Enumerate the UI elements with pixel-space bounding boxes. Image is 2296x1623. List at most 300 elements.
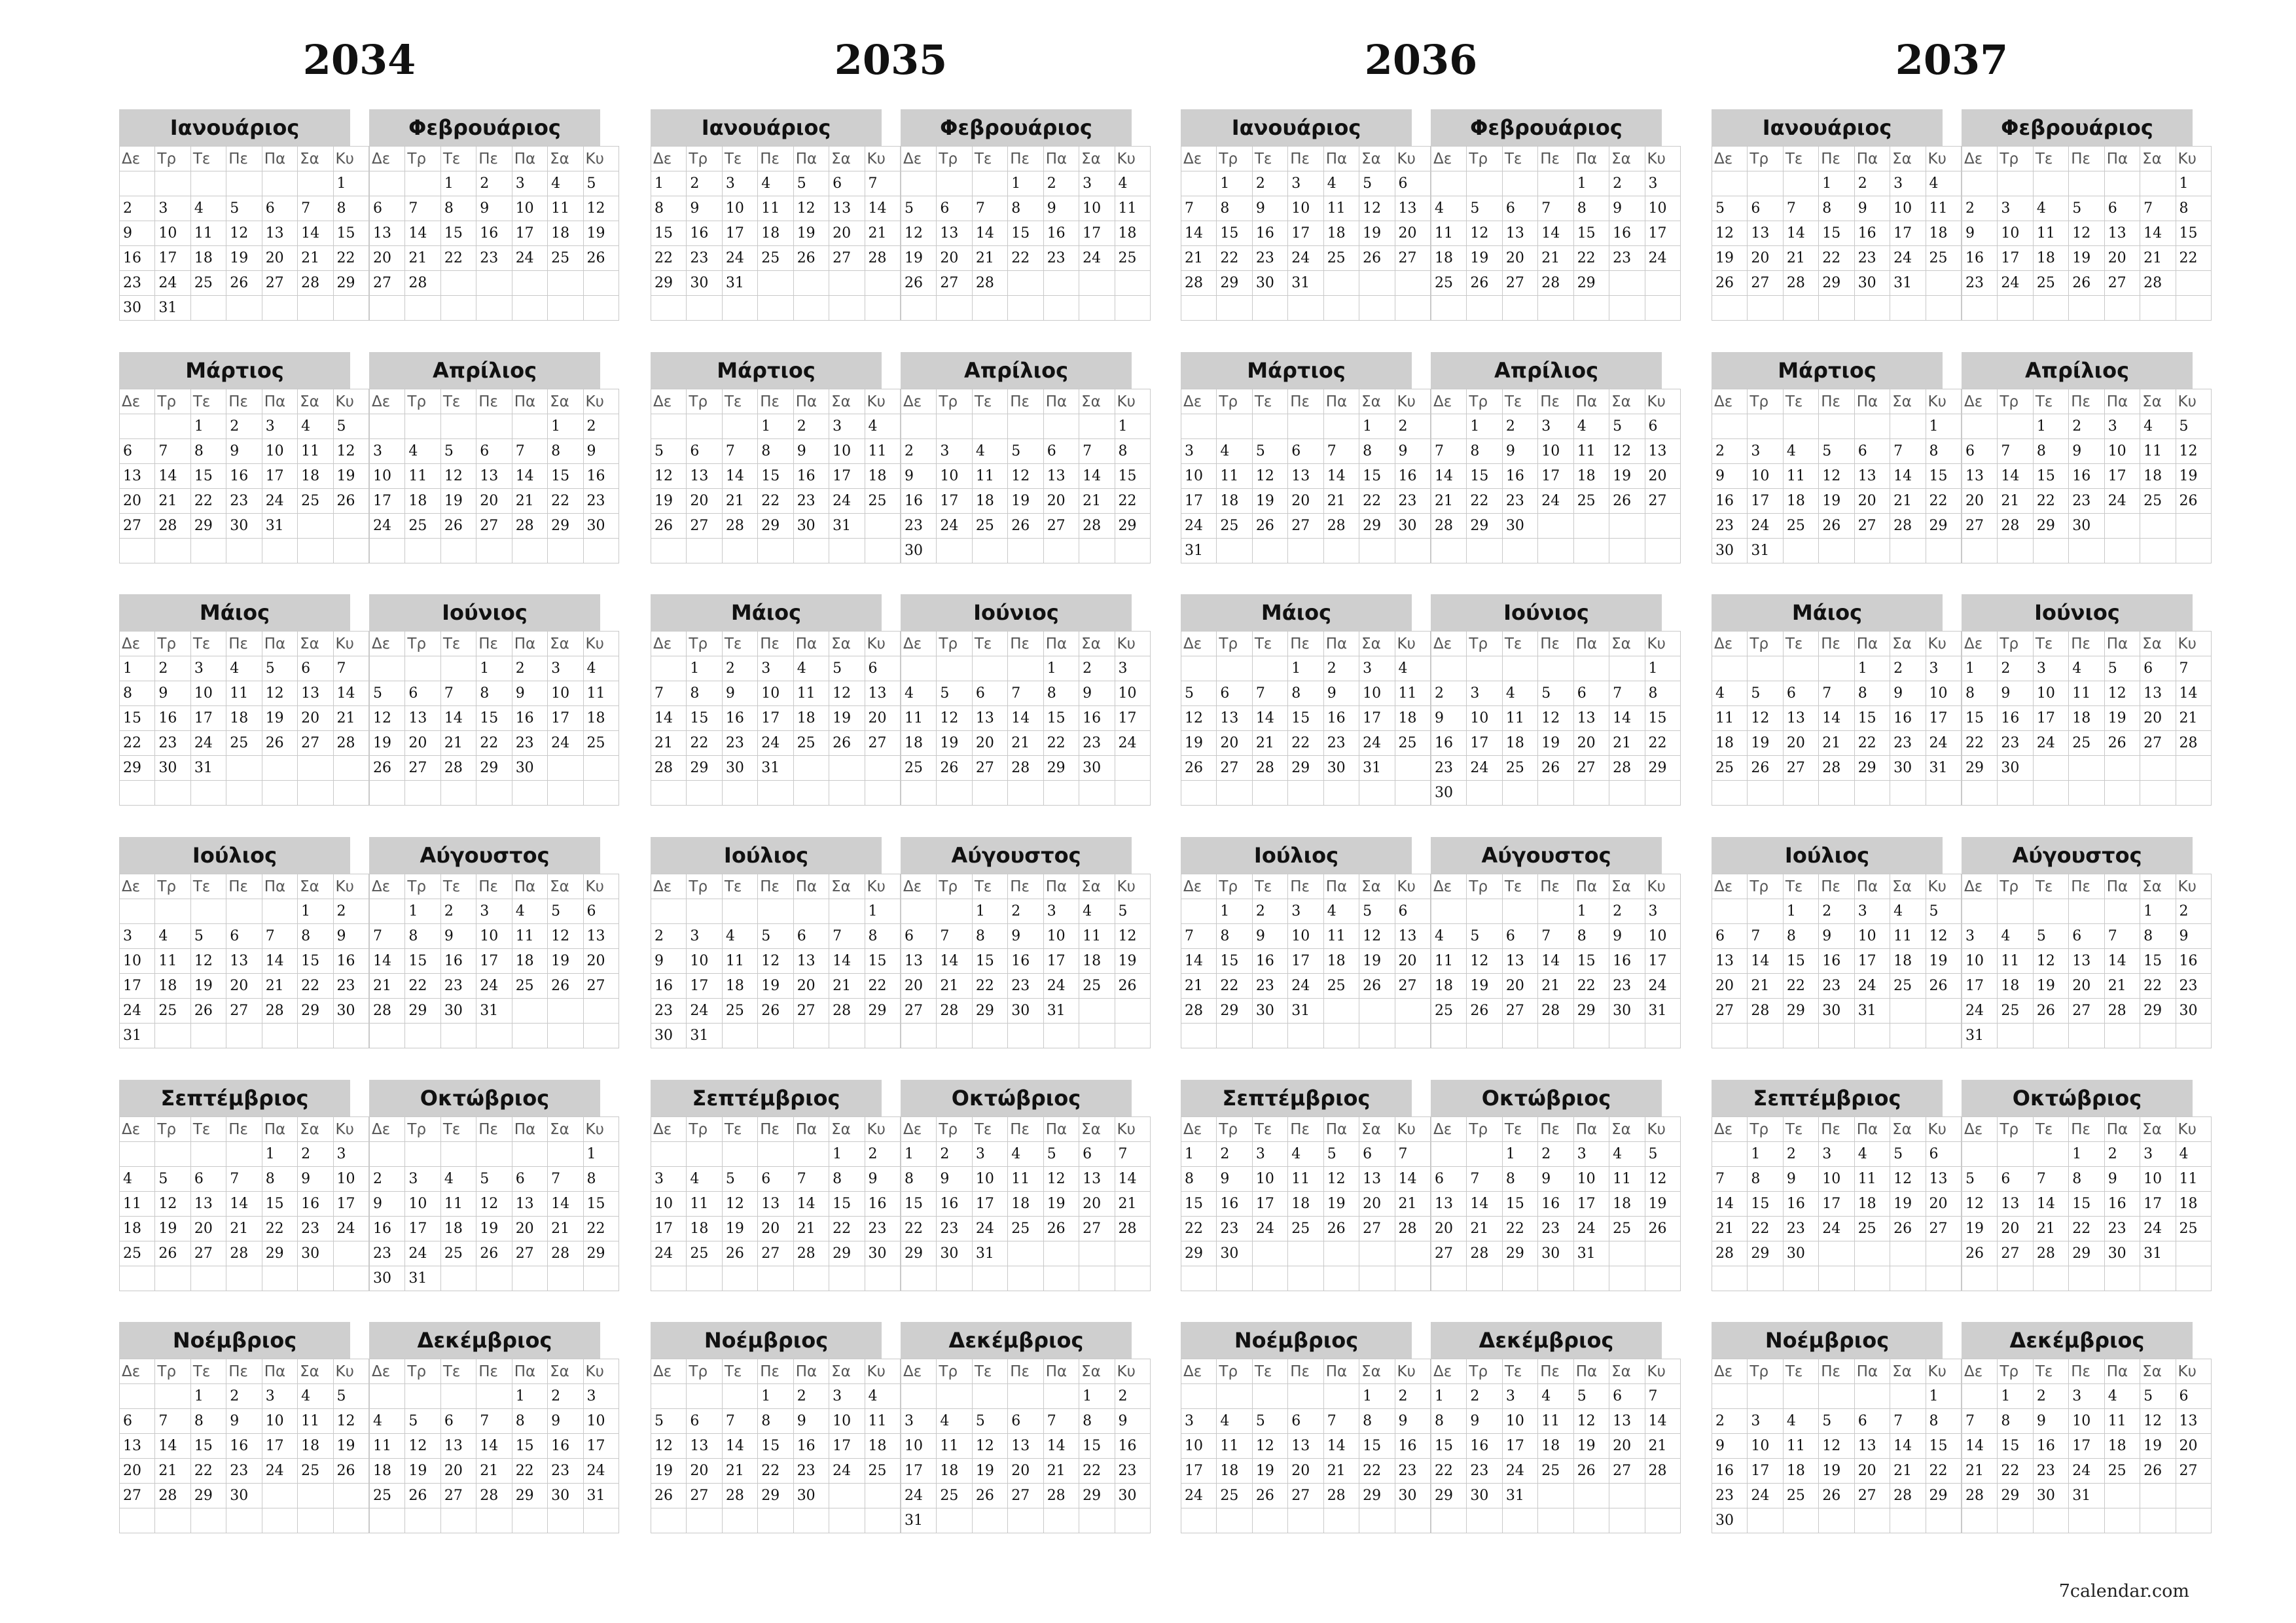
day-cell: 4 [1926,171,1961,196]
day-cell: 4 [722,924,757,949]
day-cell: 25 [793,731,829,756]
weekday-label: Πα [1573,147,1609,171]
month-name: Μάιος [119,594,350,631]
weekday-label: Πε [2069,389,2104,414]
day-cell: 31 [1502,1484,1537,1508]
day-cell [1645,296,1680,321]
day-grid [901,874,1151,1048]
weekday-label: Σα [548,632,583,656]
day-cell: 17 [1962,974,1998,999]
day-cell [120,781,155,806]
day-cell [1079,414,1115,439]
day-cell: 6 [972,681,1007,706]
day-cell: 8 [865,924,900,949]
day-cell: 15 [298,949,333,974]
day-cell: 6 [1395,171,1430,196]
day-cell: 1 [687,656,722,681]
day-cell [1079,296,1115,321]
day-cell [1609,514,1645,539]
day-cell: 21 [1783,246,1818,271]
day-cell [333,1508,368,1533]
day-cell: 27 [1288,514,1323,539]
day-cell [1819,296,1854,321]
day-cell: 13 [120,464,155,489]
day-cell: 29 [1926,1484,1961,1508]
day-cell [651,539,687,563]
day-cell [298,171,333,196]
day-cell [2140,781,2176,806]
day-cell: 31 [1181,539,1217,563]
day-cell [901,1266,937,1291]
day-cell: 1 [758,1384,793,1409]
day-cell: 23 [2069,489,2104,514]
day-cell: 26 [1359,974,1395,999]
day-cell: 18 [1008,1192,1043,1217]
day-cell [687,1384,722,1409]
day-cell: 8 [1819,196,1854,221]
weekday-label: Σα [298,389,333,414]
weekday-label: Τρ [1748,1359,1783,1384]
day-cell: 25 [1431,271,1467,296]
day-cell: 1 [1288,656,1323,681]
day-cell: 12 [1252,1434,1287,1459]
day-cell [1043,1384,1079,1409]
day-cell: 16 [1043,221,1079,246]
weekday-label: Δε [120,1117,155,1142]
day-cell: 29 [1502,1241,1537,1266]
day-cell: 7 [226,1167,262,1192]
month-calendar [369,837,605,1048]
day-cell: 8 [120,681,155,706]
weekday-label: Πε [226,147,262,171]
day-cell [972,656,1007,681]
day-cell: 27 [1043,514,1079,539]
day-cell [1008,1508,1043,1533]
day-cell: 22 [405,974,440,999]
day-cell: 9 [793,439,829,464]
day-cell [1783,781,1818,806]
day-grid [369,1116,619,1291]
day-cell: 27 [829,246,865,271]
day-cell [793,756,829,781]
day-cell: 20 [1573,731,1609,756]
day-cell: 12 [793,196,829,221]
day-cell [1431,1142,1467,1167]
weekday-label: Πα [512,632,547,656]
weekday-label: Σα [1359,1117,1395,1142]
day-cell: 5 [1323,1142,1359,1167]
month-calendar [651,352,887,563]
day-cell: 6 [1998,1167,2033,1192]
weekday-label: Τρ [1748,147,1783,171]
day-cell [1079,271,1115,296]
weekday-label: Τε [1252,147,1287,171]
day-cell [1712,899,1748,924]
day-cell: 19 [548,949,583,974]
day-cell [1819,1266,1854,1291]
day-cell: 16 [226,1434,262,1459]
weekday-label: Τρ [687,1359,722,1384]
day-cell: 19 [405,1459,440,1484]
day-cell: 26 [1712,271,1748,296]
day-cell [1395,1024,1430,1048]
day-cell: 21 [476,1459,512,1484]
day-cell: 24 [405,1241,440,1266]
day-cell: 8 [405,924,440,949]
day-cell [651,1266,687,1291]
day-cell: 26 [651,1484,687,1508]
day-cell: 13 [226,949,262,974]
weekday-label: Πα [262,1359,297,1384]
day-cell [1962,899,1998,924]
month-calendar [369,1322,605,1533]
day-cell: 30 [1890,756,1926,781]
day-cell: 13 [262,221,297,246]
day-cell: 6 [1962,439,1998,464]
day-cell: 27 [405,756,440,781]
day-cell [1890,296,1926,321]
day-cell: 14 [548,1192,583,1217]
month-calendar [901,837,1137,1048]
day-cell: 1 [1217,171,1252,196]
day-cell [758,271,793,296]
day-cell: 19 [829,706,865,731]
day-cell [1395,539,1430,563]
day-cell: 7 [1181,924,1217,949]
day-cell: 4 [2140,414,2176,439]
day-cell [1467,1266,1502,1291]
weekday-label: Πα [1854,147,1890,171]
day-cell [1926,271,1961,296]
day-cell: 22 [2069,1217,2104,1241]
day-cell: 23 [226,489,262,514]
day-cell: 30 [1217,1241,1252,1266]
month-calendar [1962,352,2198,563]
day-cell [298,1266,333,1291]
month-name: Οκτώβριος [369,1080,600,1116]
day-cell: 12 [2176,439,2211,464]
day-cell: 10 [722,196,757,221]
day-cell: 17 [1043,949,1079,974]
weekday-label: Δε [651,389,687,414]
day-cell: 18 [2140,464,2176,489]
day-cell: 7 [476,1409,512,1434]
day-cell: 30 [2069,514,2104,539]
weekday-label: Τρ [155,632,190,656]
day-cell [1998,1024,2033,1048]
day-cell: 1 [1998,1384,2033,1409]
day-cell: 28 [512,514,547,539]
weekday-label: Πε [2069,632,2104,656]
day-cell: 22 [687,731,722,756]
day-cell: 24 [1502,1459,1537,1484]
weekday-label: Πε [758,389,793,414]
day-cell: 11 [440,1192,476,1217]
day-cell [2140,1024,2176,1048]
day-cell: 22 [333,246,368,271]
day-cell: 26 [1962,1241,1998,1266]
day-cell: 24 [901,1484,937,1508]
day-cell: 17 [1181,489,1217,514]
day-cell [758,1266,793,1291]
day-cell: 12 [651,464,687,489]
day-cell: 8 [1748,1167,1783,1192]
day-cell: 20 [1926,1192,1961,1217]
day-cell [120,1384,155,1409]
day-cell: 15 [1783,949,1818,974]
day-cell [548,296,583,321]
day-cell: 22 [1502,1217,1537,1241]
day-cell: 27 [1502,999,1537,1024]
day-cell: 14 [2104,949,2140,974]
day-cell [901,656,937,681]
weekday-label: Σα [2140,874,2176,899]
day-cell: 22 [901,1217,937,1241]
day-cell: 28 [2033,1241,2068,1266]
day-cell: 2 [120,196,155,221]
weekday-label: Πε [1008,1117,1043,1142]
day-cell: 25 [865,489,900,514]
day-cell: 4 [1890,899,1926,924]
day-cell [1217,1384,1252,1409]
day-cell [1115,539,1150,563]
day-grid [1712,389,1962,563]
day-cell: 22 [476,731,512,756]
day-cell: 26 [1043,1217,1079,1241]
day-cell: 4 [155,924,190,949]
day-cell: 21 [226,1217,262,1241]
day-cell: 16 [120,246,155,271]
weekday-label: Σα [1359,874,1395,899]
day-cell: 2 [1609,899,1645,924]
day-cell: 19 [651,489,687,514]
month-calendar [369,109,605,321]
day-cell: 11 [793,681,829,706]
day-cell: 25 [2069,731,2104,756]
day-cell: 21 [1890,1459,1926,1484]
day-cell [1783,656,1818,681]
weekday-label: Τρ [405,632,440,656]
weekday-label: Τρ [1998,147,2033,171]
day-cell: 4 [298,1384,333,1409]
day-cell: 14 [1538,949,1573,974]
day-cell [262,1508,297,1533]
weekday-label: Δε [1181,632,1217,656]
day-cell: 13 [1008,1434,1043,1459]
day-cell [1962,1384,1998,1409]
day-cell: 13 [865,681,900,706]
day-cell [512,999,547,1024]
day-cell: 25 [1323,246,1359,271]
month-calendar [1181,109,1417,321]
weekday-label: Τρ [1217,632,1252,656]
day-cell: 6 [758,1167,793,1192]
day-cell: 8 [1926,439,1961,464]
weekday-label: Κυ [333,147,368,171]
day-cell: 27 [1395,974,1430,999]
day-cell [2069,756,2104,781]
day-cell: 24 [1288,974,1323,999]
weekday-label: Δε [370,389,405,414]
day-cell: 16 [1252,949,1287,974]
day-grid [119,146,369,321]
day-cell: 22 [548,489,583,514]
day-cell: 6 [1502,924,1537,949]
weekday-label: Τε [972,389,1007,414]
month-calendar [1181,594,1417,806]
day-cell: 30 [333,999,368,1024]
day-cell: 19 [722,1217,757,1241]
day-cell [1609,1484,1645,1508]
day-cell: 8 [1288,681,1323,706]
day-cell: 25 [1323,974,1359,999]
day-cell: 25 [1783,1484,1818,1508]
day-cell: 7 [298,196,333,221]
day-cell: 13 [2176,1409,2211,1434]
day-cell [937,171,972,196]
day-cell: 21 [2140,246,2176,271]
month-calendar [1962,109,2198,321]
day-cell: 17 [829,464,865,489]
weekday-label: Τε [1502,147,1537,171]
day-cell [1431,656,1467,681]
day-cell [722,414,757,439]
day-cell [1998,539,2033,563]
day-cell [2176,1241,2211,1266]
weekday-label: Τε [190,1117,226,1142]
day-cell: 23 [370,1241,405,1266]
day-cell [512,271,547,296]
day-cell [722,1266,757,1291]
day-cell: 10 [262,439,297,464]
day-cell: 5 [583,171,619,196]
day-cell: 9 [1079,681,1115,706]
day-cell: 9 [155,681,190,706]
day-cell [1467,1142,1502,1167]
weekday-label: Τρ [1217,147,1252,171]
month-name: Ιούλιος [1181,837,1412,874]
day-cell: 13 [2069,949,2104,974]
day-cell: 29 [1819,271,1854,296]
day-cell: 9 [865,1167,900,1192]
weekday-label: Δε [370,1359,405,1384]
day-cell [793,1024,829,1048]
weekday-label: Τρ [937,1359,972,1384]
day-cell [937,1024,972,1048]
day-cell: 19 [2104,706,2140,731]
day-cell: 23 [793,489,829,514]
day-cell [2176,296,2211,321]
day-cell: 3 [262,414,297,439]
day-cell [829,781,865,806]
day-cell: 16 [1431,731,1467,756]
day-cell: 3 [829,1384,865,1409]
day-cell: 2 [476,171,512,196]
day-cell [190,1024,226,1048]
day-cell: 13 [1962,464,1998,489]
day-cell: 21 [722,1459,757,1484]
day-cell: 25 [548,246,583,271]
weekday-label: Σα [298,1117,333,1142]
weekday-label: Τρ [937,389,972,414]
month-name: Απρίλιος [369,352,600,389]
day-cell: 29 [1573,999,1609,1024]
day-cell: 8 [687,681,722,706]
day-cell: 3 [937,439,972,464]
day-cell: 12 [1252,464,1287,489]
day-cell: 6 [687,1409,722,1434]
day-cell: 14 [1748,949,1783,974]
day-cell: 5 [1573,1384,1609,1409]
day-cell: 28 [155,514,190,539]
day-cell [1573,1484,1609,1508]
day-cell: 23 [548,1459,583,1484]
day-cell: 7 [1819,681,1854,706]
weekday-label: Δε [1962,632,1998,656]
weekday-label: Δε [651,147,687,171]
day-cell: 21 [333,706,368,731]
day-cell [405,414,440,439]
day-cell [1609,296,1645,321]
weekday-label: Σα [1609,389,1645,414]
day-cell: 27 [1609,1459,1645,1484]
day-cell: 30 [2033,1484,2068,1508]
day-cell: 27 [512,1241,547,1266]
day-cell [1854,1266,1890,1291]
day-cell: 4 [405,439,440,464]
day-cell: 29 [865,999,900,1024]
day-cell: 25 [1783,514,1818,539]
day-cell: 19 [1467,974,1502,999]
day-cell: 22 [829,1217,865,1241]
day-cell: 13 [476,464,512,489]
day-cell: 1 [1043,656,1079,681]
weekday-label: Τε [1502,389,1537,414]
weekday-label: Πα [512,389,547,414]
day-cell [865,1266,900,1291]
day-cell: 14 [1538,221,1573,246]
day-cell: 22 [1783,974,1818,999]
day-cell: 4 [1998,924,2033,949]
day-cell [1008,1384,1043,1409]
weekday-label: Σα [1609,1117,1645,1142]
day-cell: 6 [476,439,512,464]
day-cell: 26 [1748,756,1783,781]
day-cell: 9 [1115,1409,1150,1434]
month-name: Μάιος [651,594,882,631]
day-cell: 31 [1288,999,1323,1024]
day-cell: 2 [370,1167,405,1192]
day-cell: 18 [1890,949,1926,974]
day-cell: 3 [333,1142,368,1167]
weekday-label: Σα [1079,874,1115,899]
day-cell: 23 [1712,514,1748,539]
day-cell: 1 [190,414,226,439]
day-cell [1217,414,1252,439]
day-cell: 6 [440,1409,476,1434]
day-cell [120,1508,155,1533]
day-cell: 9 [226,439,262,464]
day-cell: 10 [333,1167,368,1192]
day-cell: 27 [1926,1217,1961,1241]
day-cell [2104,756,2140,781]
day-cell: 15 [440,221,476,246]
day-cell: 19 [1962,1217,1998,1241]
weekday-label: Πε [226,632,262,656]
day-cell: 14 [1890,464,1926,489]
weekday-label: Πε [1819,1117,1854,1142]
day-grid [1431,1116,1681,1291]
